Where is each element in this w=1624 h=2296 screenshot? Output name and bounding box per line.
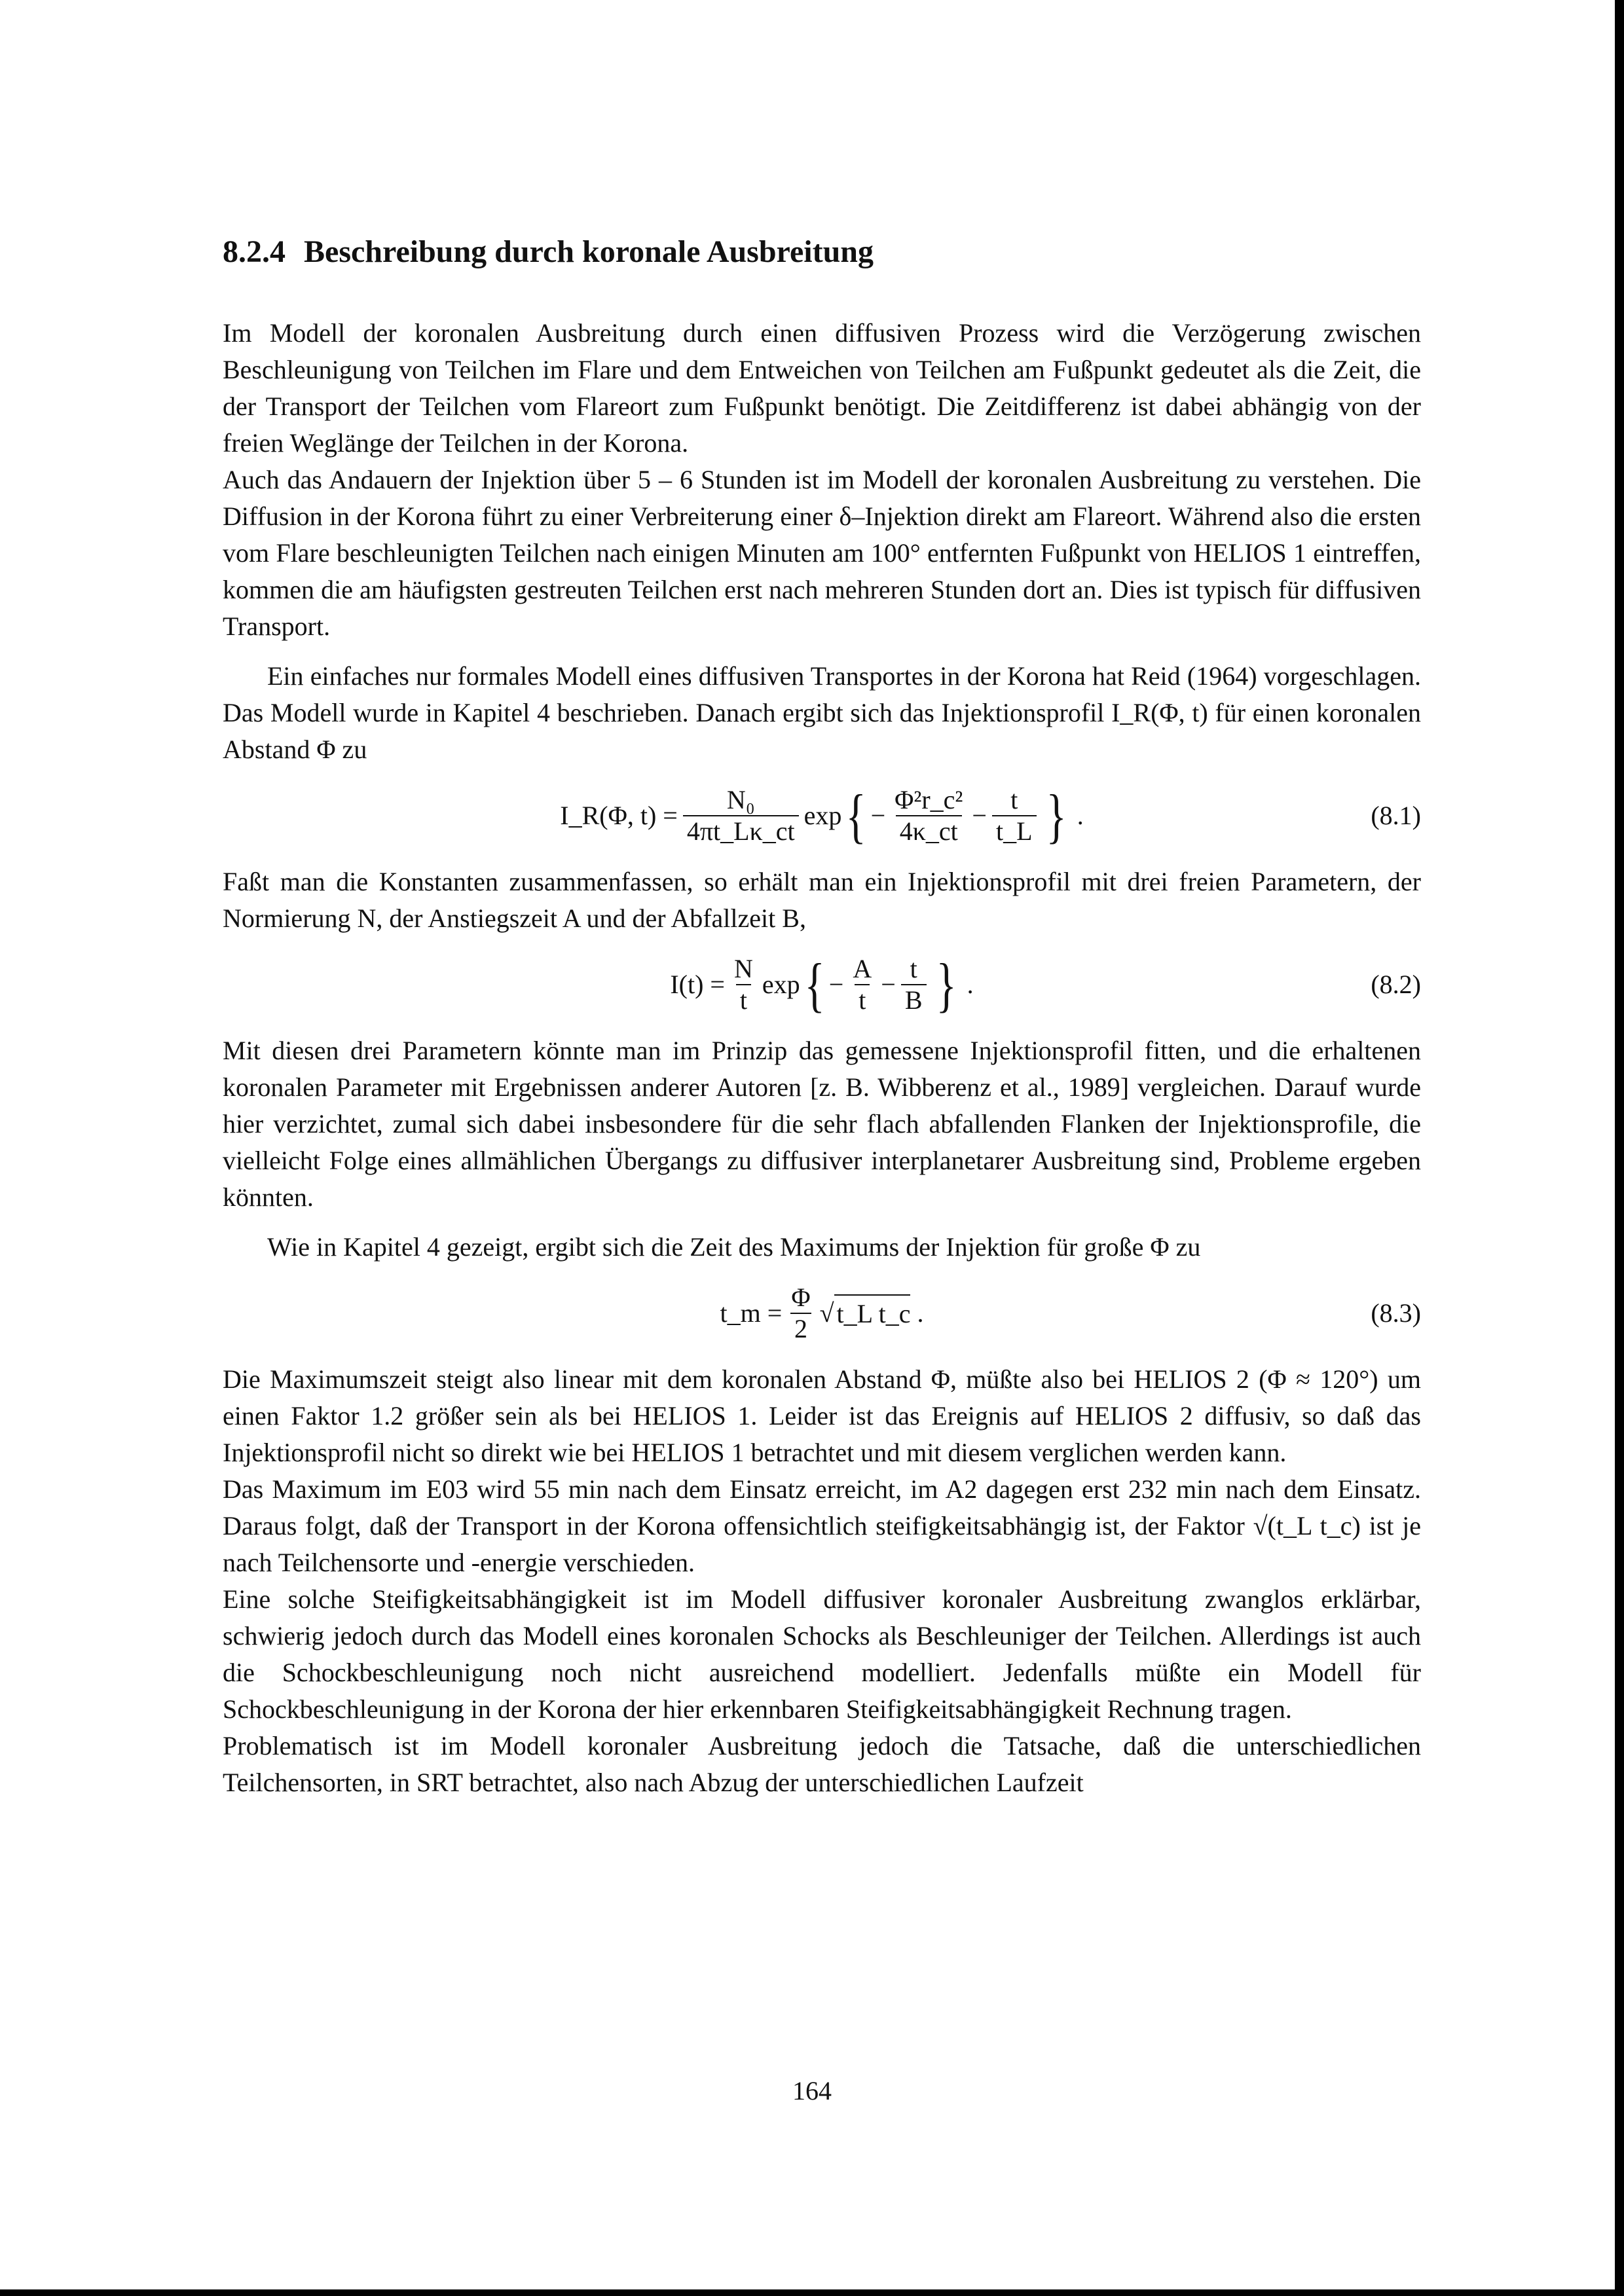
section-number: 8.2.4 <box>223 234 286 269</box>
eq-exp: exp <box>803 801 842 830</box>
section-heading <box>223 232 1421 272</box>
period: . <box>960 970 974 999</box>
minus-sign: − <box>870 801 886 830</box>
eq-fraction <box>849 954 876 1015</box>
equation-number: (8.3) <box>1371 1298 1421 1328</box>
period: . <box>910 1298 924 1328</box>
scan-border-right <box>1615 0 1624 2296</box>
paragraph: Ein einfaches nur formales Modell eines diffusiven Transportes in der Korona hat Reid (1964) vorgeschlagen. Das Modell wurde in Kapitel 4 beschrieben. Danach ergibt sich das Injektionsprofil I_R(Φ, t) für einen koronalen Abstand Φ zu <box>223 661 1421 764</box>
eq-numerator: N <box>733 954 753 983</box>
eq-denominator: t <box>855 984 870 1015</box>
minus-sign: − <box>972 801 987 830</box>
left-brace: { <box>846 782 866 849</box>
scan-border-bottom <box>0 2289 1624 2296</box>
eq-numerator: N₀ <box>726 785 755 814</box>
equation-8-3 <box>223 1283 1421 1344</box>
paragraph: Das Maximum im E03 wird 55 min nach dem Einsatz erreicht, im A2 dagegen erst 232 min nach dem Einsatz. Daraus folgt, daß der Transport in der Korona offensichtlich steifigkeitsabhängig ist, der Faktor √(t_L t_c) ist je nach Teilchensorte und -energie verschieden. <box>223 1474 1421 1577</box>
sqrt-radicand: t_L t_c <box>834 1294 911 1332</box>
page-body <box>223 232 1421 1801</box>
eq-fraction <box>683 785 799 847</box>
page-number: 164 <box>792 2076 832 2105</box>
eq-fraction <box>787 1283 814 1344</box>
eq-numerator: Φ²r_c² <box>895 785 963 814</box>
paragraph: Im Modell der koronalen Ausbreitung durch einen diffusiven Prozess wird die Verzögerung zwischen Beschleunigung von Teilchen im Flare und dem Entweichen von Teilchen am Fußpunkt gedeutet als die Zeit, die der Transport der Teilchen vom Flareort zum Fußpunkt benötigt. Die Zeitdifferenz ist dabei abhängig von der freien Weglänge der Teilchen in der Korona. <box>223 318 1421 458</box>
paragraph: Auch das Andauern der Injektion über 5 – 6 Stunden ist im Modell der koronalen Ausbreitung zu verstehen. Die Diffusion in der Korona führt zu einer Verbreiterung einer δ–Injektion direkt am Flareort. Während also die ersten vom Flare beschleunigten Teilchen nach einigen Minuten am 100° entfernten Fußpunkt von HELIOS 1 eintreffen, kommen die am häufigsten gestreuten Teilchen erst nach mehreren Stunden dort an. Dies ist typisch für diffusiven Transport. <box>223 465 1421 641</box>
section-title: Beschreibung durch koronale Ausbreitung <box>304 234 874 269</box>
eq-denominator: 4πt_Lκ_ct <box>683 815 799 847</box>
eq-fraction <box>901 954 927 1015</box>
paragraph: Mit diesen drei Parametern könnte man im Prinzip das gemessene Injektionsprofil fitten, und die erhaltenen koronalen Parameter mit Ergebnissen anderer Autoren [z. B. Wibberenz et al., 1989] vergleichen. Darauf wurde hier verzichtet, zumal sich dabei insbesondere für die sehr flach abfallenden Flanken der Injektionsprofile, die vielleicht Folge eines allmählichen Übergangs zu diffusiver interplanetarer Ausbreitung sind, Probleme ergeben könnten. <box>223 1036 1421 1212</box>
eq-denominator: B <box>901 984 927 1015</box>
eq-fraction <box>992 785 1037 847</box>
period: . <box>1070 801 1084 830</box>
eq-lhs: I(t) = <box>670 970 725 999</box>
right-brace: } <box>1046 782 1067 849</box>
minus-sign: − <box>881 970 896 999</box>
right-brace: } <box>936 951 957 1018</box>
eq-denominator: t_L <box>992 815 1037 847</box>
eq-lhs: I_R(Φ, t) = <box>560 801 678 830</box>
eq-numerator: Φ <box>791 1283 811 1312</box>
eq-numerator: t <box>910 954 917 983</box>
paragraph: Problematisch ist im Modell koronaler Ausbreitung jedoch die Tatsache, daß die unterschiedlichen Teilchensorten, in SRT betrachtet, also nach Abzug der unterschiedlichen Laufzeit <box>223 1731 1421 1797</box>
equation-number: (8.1) <box>1371 801 1421 830</box>
minus-sign: − <box>828 970 844 999</box>
paragraph: Eine solche Steifigkeitsabhängigkeit ist im Modell diffusiver koronaler Ausbreitung zwanglos erklärbar, schwierig jedoch durch das Modell eines koronalen Schocks als Beschleuniger der Teilchen. Allerdings ist auch die Schockbeschleunigung noch nicht ausreichend modelliert. Jedenfalls müßte ein Modell für Schockbeschleunigung in der Korona der hier erkennbaren Steifigkeitsabhängigkeit Rechnung tragen. <box>223 1584 1421 1724</box>
eq-numerator: A <box>853 954 872 983</box>
equation-8-2 <box>223 951 1421 1018</box>
eq-fraction <box>730 954 757 1015</box>
equation-number: (8.2) <box>1371 970 1421 999</box>
equation-8-1 <box>223 782 1421 849</box>
eq-denominator: 2 <box>790 1313 811 1344</box>
eq-numerator: t <box>1010 785 1018 814</box>
eq-denominator: 4κ_ct <box>896 815 962 847</box>
left-brace: { <box>804 951 825 1018</box>
sqrt-sign: √ <box>819 1298 834 1328</box>
paragraph: Die Maximumszeit steigt also linear mit dem koronalen Abstand Φ, müßte also bei HELIOS 2 (Φ ≈ 120°) um einen Faktor 1.2 größer sein als bei HELIOS 1. Leider ist das Ereignis auf HELIOS 2 diffusiv, so daß das Injektionsprofil nicht so direkt wie bei HELIOS 1 betrachtet und mit diesem verglichen werden kann. <box>223 1364 1421 1467</box>
eq-exp: exp <box>762 970 800 999</box>
eq-denominator: t <box>736 984 751 1015</box>
eq-lhs: t_m = <box>720 1298 783 1328</box>
paragraph: Faßt man die Konstanten zusammenfassen, so erhält man ein Injektionsprofil mit drei freien Parametern, der Normierung N, der Anstiegszeit A und der Abfallzeit B, <box>223 867 1421 933</box>
paragraph: Wie in Kapitel 4 gezeigt, ergibt sich die Zeit des Maximums der Injektion für große Φ zu <box>267 1232 1201 1262</box>
eq-fraction <box>891 785 967 847</box>
